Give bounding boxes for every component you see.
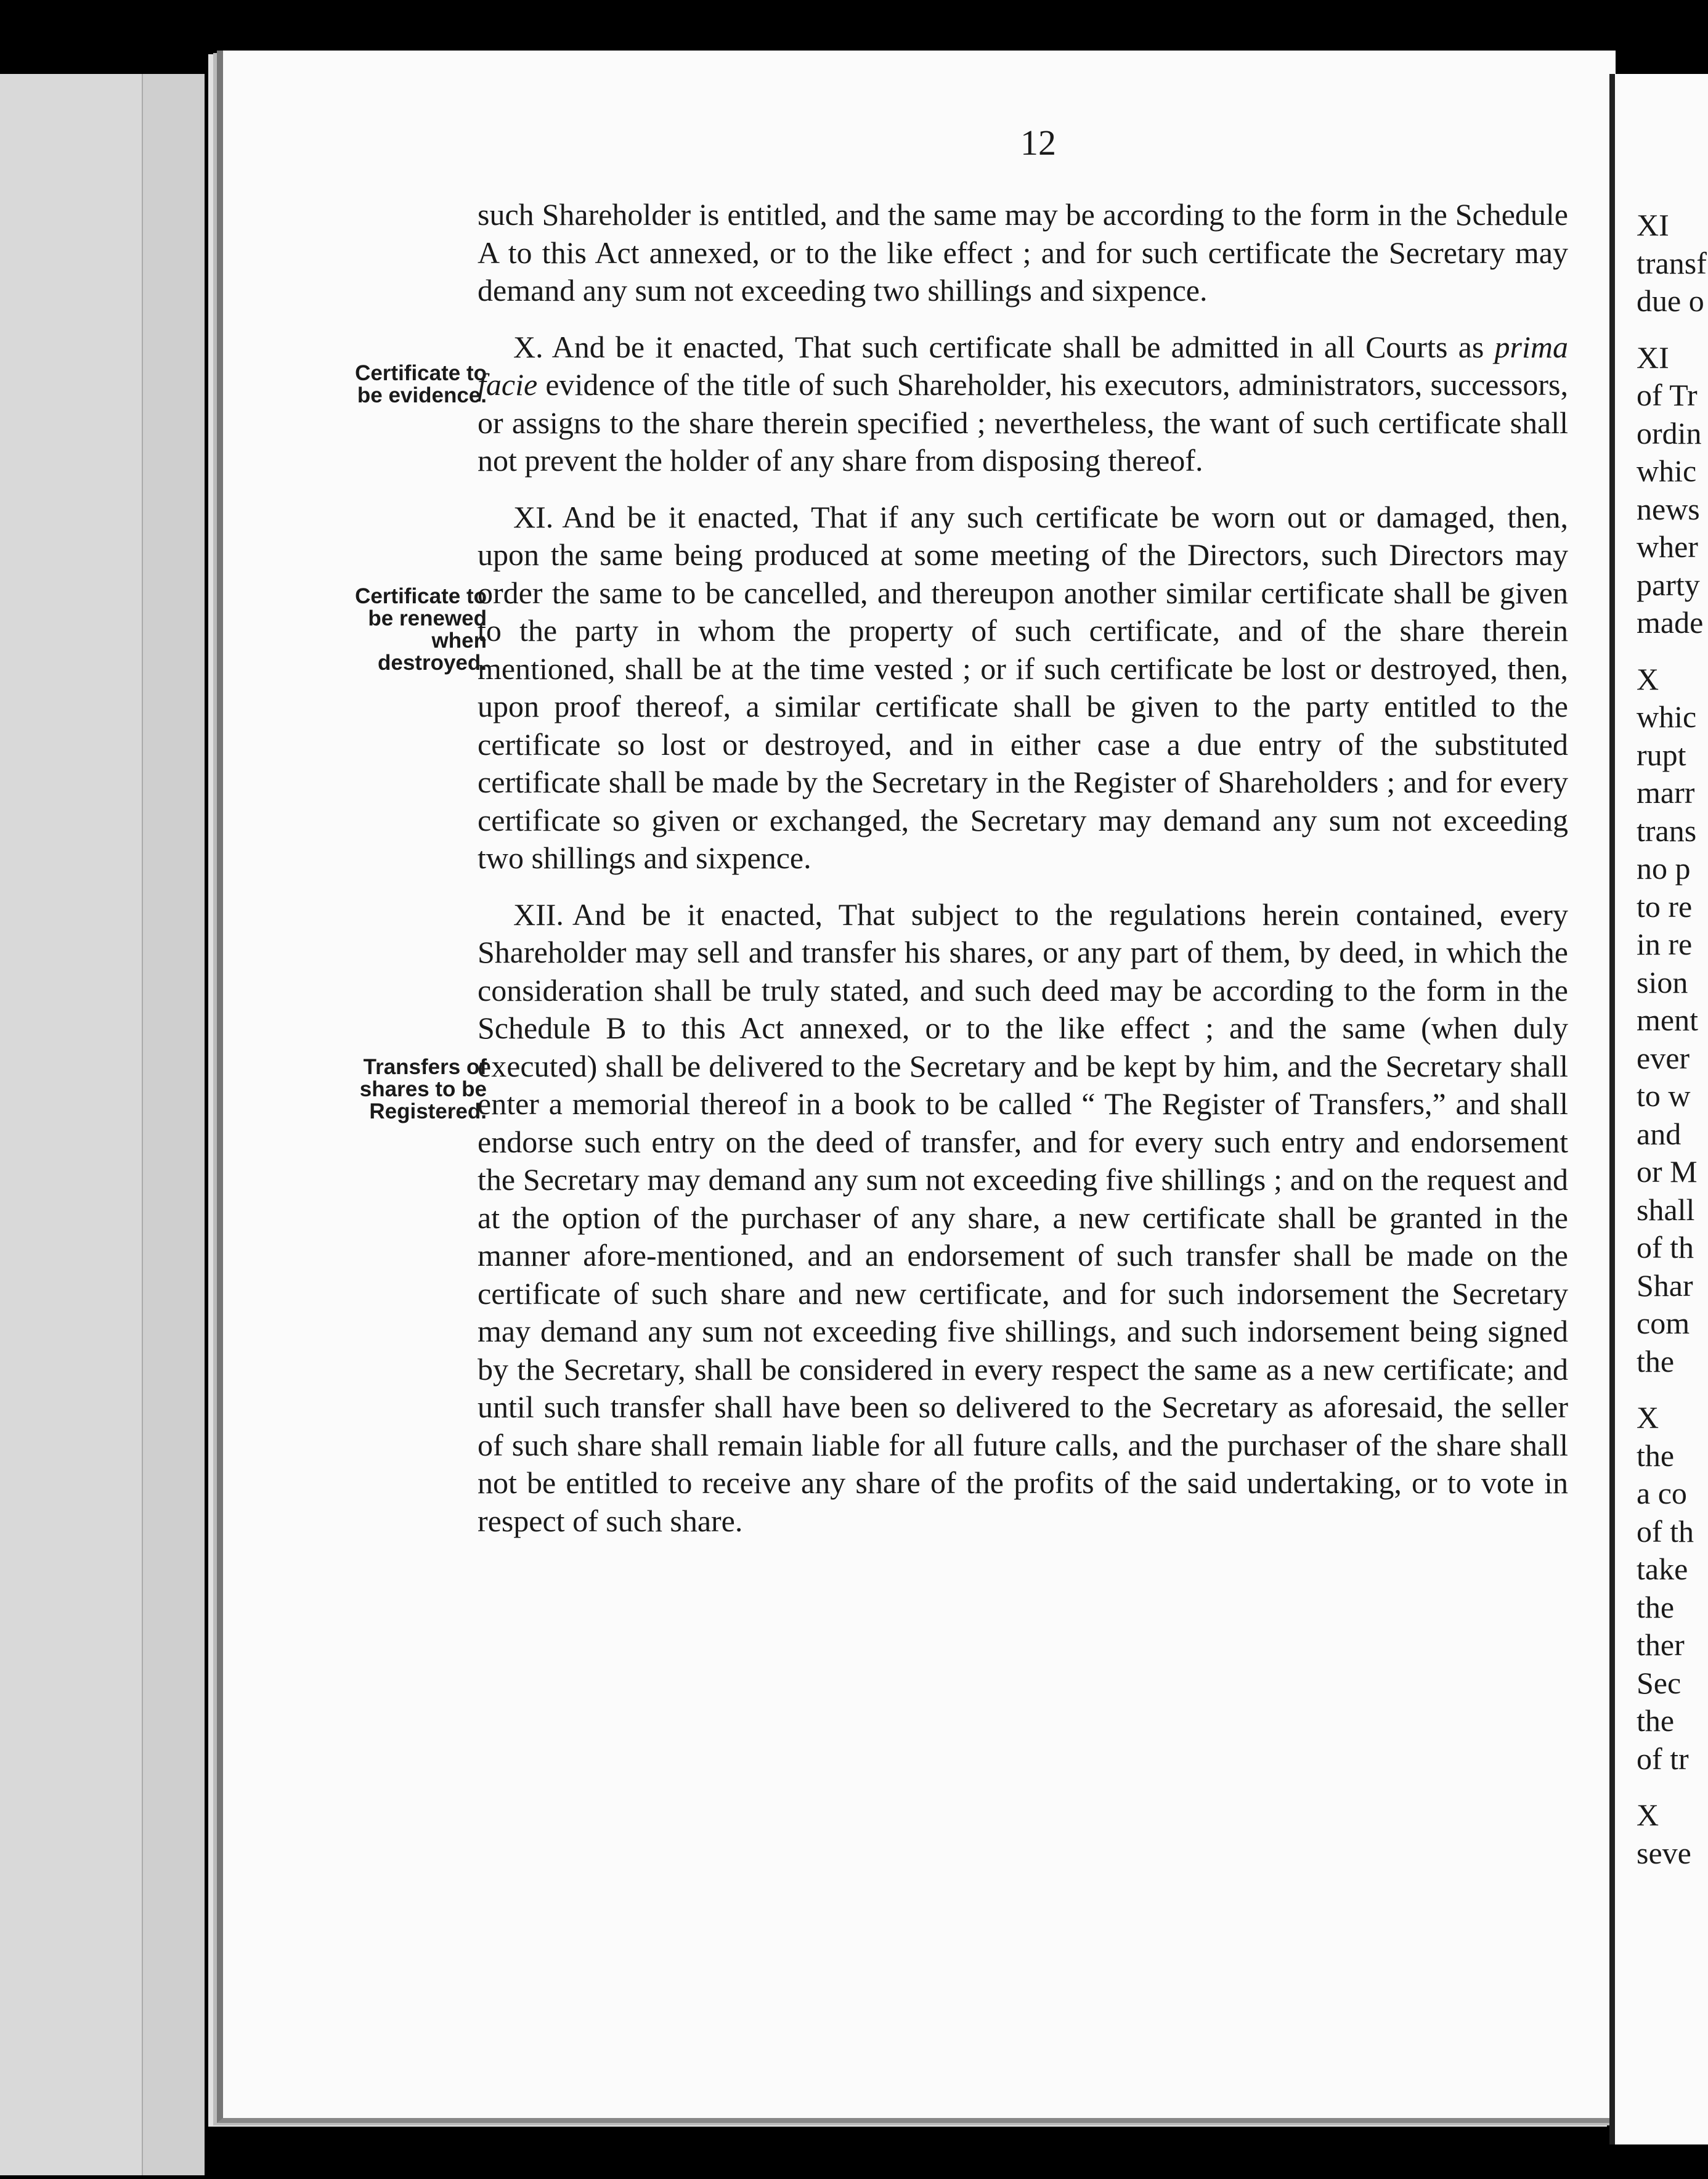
section-text: And be it enacted, That if any such certificate be worn out or damaged, then, upon the same being produced at some meeting of the Directors, such Directors may order the same to be cancelled, and thereupon another similar certificate shall be given to the party in whom the property of such certificate, and of the share therein mentioned, shall be at the time vested ; or if such certificate be lost or destroyed, then, upon proof thereof, a similar certificate shall be given to the party entitled to the certificate so lost or destroyed, and in either case a due entry of the substituted certificate shall be made by the Secretary in the Register of Shareholders ; and for every certificate so given or exchanged, the Secretary may demand any sum not exceeding two shillings and sixpence.: [478, 499, 1568, 875]
adjacent-page-line: transf: [1637, 245, 1707, 280]
adjacent-page-line: of Tr: [1637, 378, 1698, 412]
section-text: And be it enacted, That subject to the regulations herein contained, every Shareholder may sell and transfer his shares, or any part of them, by deed, in which the consideration shall be truly stated, and such deed may be according to the form in the Schedule B to this Act annexed, or to the like effect ; and the same (when duly executed) shall be delivered to the Secretary and be kept by him, and the Secretary shall enter a memorial thereof in a book to be called “ The Register of Transfers,” and shall endorse such entry on the deed of transfer, and for every such entry and endorsement the Secretary may demand any sum not exceeding five shillings ; and on the request and at the option of the purchaser of any share, a new certificate shall be granted in the manner afore-mentioned, and an endorsement of such transfer shall be made on the certificate of such share and new certificate, and for such indorsement the Secretary may demand any sum not exceeding five shillings, and such indorsement being signed by the Secretary, shall be considered in every respect the same as a new certificate; and until such transfer shall have been so delivered to the Secretary as aforesaid, the seller of such share shall remain liable for all future calls, and the purchaser of the share shall not be entitled to receive any share of the profits of the said undertaking, or to vote in respect of such share.: [478, 897, 1568, 1538]
page-number: 12: [1020, 123, 1056, 163]
section-number: XI.: [513, 499, 554, 534]
adjacent-page-line: [1637, 320, 1707, 339]
adjacent-page-line: ment: [1637, 1003, 1698, 1037]
adjacent-page-line: the: [1637, 1343, 1675, 1379]
margin-note-section-x: Certificate to be evidence.: [355, 361, 487, 407]
section-number: X.: [513, 329, 543, 364]
adjacent-page-line: whic: [1637, 454, 1697, 488]
section-x: [478, 328, 1568, 480]
adjacent-page-line: [1637, 1380, 1707, 1399]
adjacent-page-line: a co: [1637, 1476, 1687, 1510]
adjacent-page-line: news: [1637, 491, 1700, 526]
adjacent-page-line: marr: [1637, 775, 1695, 810]
opening-paragraph: such Shareholder is entitled, and the same may be according to the form in the Schedule A to this Act annexed, or to the like effect ; and for such certificate the Secretary may demand any sum not exceeding two shillings and sixpence.: [478, 197, 1568, 308]
body-text: [478, 196, 1568, 1540]
adjacent-page-line: Shar: [1637, 1268, 1693, 1303]
adjacent-page-line: Sec: [1637, 1665, 1682, 1700]
adjacent-page-line: of th: [1637, 1230, 1694, 1265]
adjacent-page-line: ther: [1637, 1627, 1685, 1662]
adjacent-page-line: trans: [1637, 813, 1697, 848]
adjacent-page-line: whic: [1637, 699, 1697, 734]
section-xi: [478, 499, 1568, 878]
adjacent-page-line: wher: [1637, 529, 1698, 564]
adjacent-page-line: or M: [1637, 1154, 1698, 1189]
adjacent-page-line: [1637, 642, 1707, 661]
adjacent-page-line: to w: [1637, 1078, 1691, 1113]
adjacent-page-fragments: [1637, 206, 1707, 1872]
adjacent-page-line: the: [1637, 1703, 1675, 1738]
adjacent-page-line: XI: [1637, 340, 1669, 375]
section-number: XII.: [513, 897, 564, 932]
adjacent-page-line: and: [1637, 1116, 1682, 1151]
adjacent-page-line: X: [1637, 1400, 1659, 1435]
section-xii: [478, 896, 1568, 1541]
adjacent-page-line: shall: [1637, 1192, 1695, 1227]
adjacent-page-line: the: [1637, 1438, 1675, 1473]
section-text: And be it enacted, That such certificate shall be admitted in all Courts as: [551, 329, 1495, 364]
adjacent-page-line: to re: [1637, 889, 1693, 924]
adjacent-page-line: of th: [1637, 1513, 1694, 1549]
adjacent-page-line: sion: [1637, 964, 1688, 1000]
margin-note-section-xii: Transfers of shares to be Registered.: [359, 1055, 487, 1123]
adjacent-page-line: of tr: [1637, 1741, 1689, 1776]
backing-board-edge: [142, 74, 205, 2175]
adjacent-page-line: take: [1637, 1552, 1688, 1586]
adjacent-page-line: due o: [1637, 283, 1704, 318]
adjacent-page-line: made: [1637, 605, 1704, 640]
margin-note-section-xi: Certificate to be renewed when destroyed.: [355, 584, 487, 675]
adjacent-page-line: ever: [1637, 1040, 1690, 1075]
adjacent-page-line: seve: [1637, 1835, 1691, 1870]
section-text: evidence of the title of such Shareholder, his executors, administrators, successors, or assigns to the share therein specified ; nevertheless, the want of such certificate shall not prevent the holder of any share from disposing thereof.: [478, 367, 1568, 478]
adjacent-page-line: rupt: [1637, 737, 1686, 772]
adjacent-page-line: no p: [1637, 851, 1691, 886]
adjacent-page-line: party: [1637, 567, 1700, 602]
adjacent-page-line: X: [1637, 661, 1659, 696]
adjacent-page-line: XI: [1637, 208, 1669, 242]
adjacent-page-line: the: [1637, 1589, 1675, 1624]
adjacent-page-line: [1637, 1778, 1707, 1796]
adjacent-page-line: X: [1637, 1798, 1659, 1832]
adjacent-page: [1609, 74, 1708, 2144]
adjacent-page-line: in re: [1637, 927, 1693, 961]
adjacent-page-line: com: [1637, 1306, 1690, 1340]
adjacent-page-line: ordin: [1637, 415, 1702, 450]
italic-phrase: prima facie: [478, 329, 1568, 402]
